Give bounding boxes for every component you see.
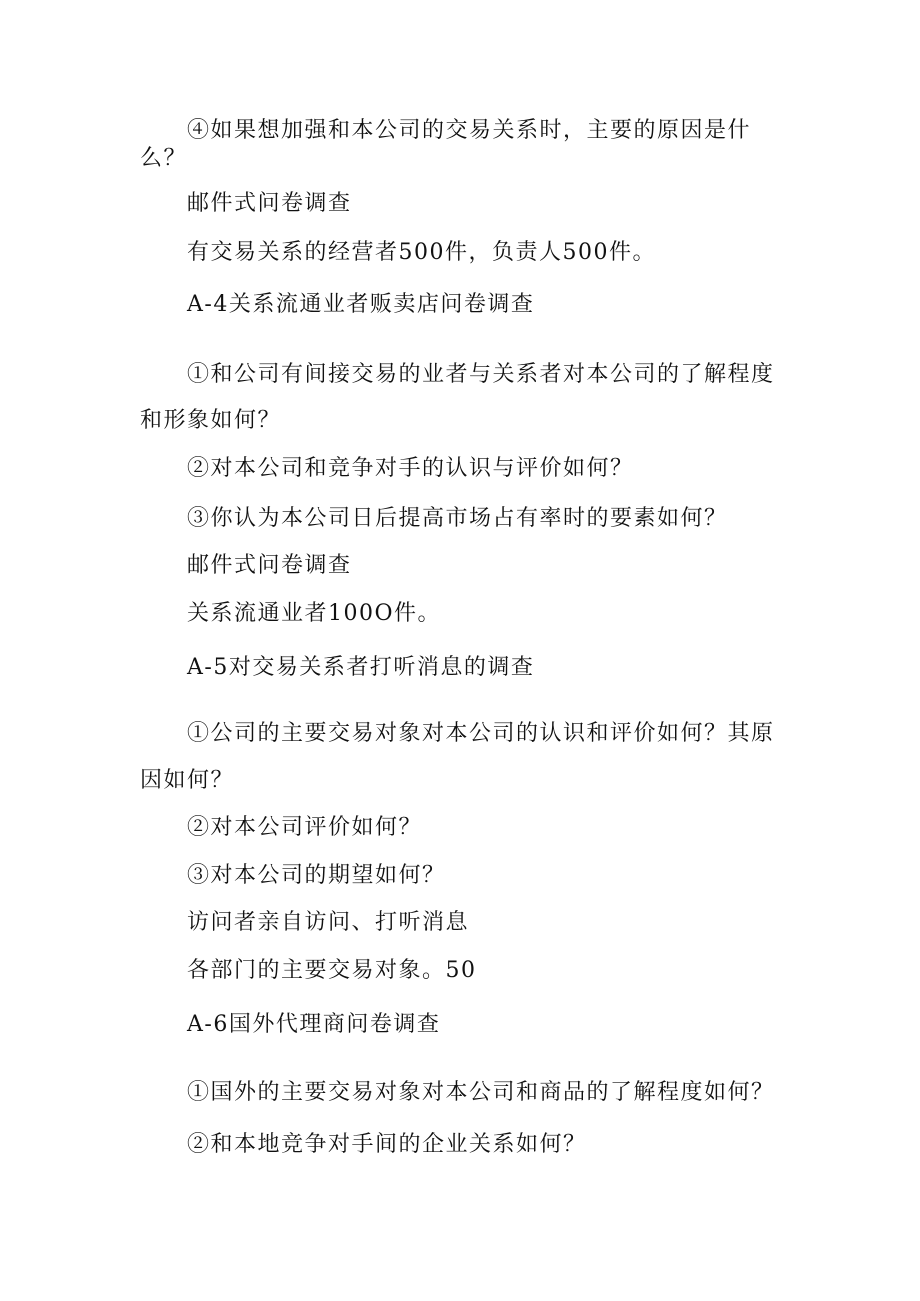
sample-size-2: 关系流通业者100O件。 — [187, 601, 442, 626]
question-4-line-1: ④如果想加强和本公司的交易关系时，主要的原因是什 — [187, 118, 752, 143]
question-4-line-2: 么？ — [140, 146, 188, 171]
section-heading-a6: A-6国外代理商问卷调查 — [187, 1012, 441, 1037]
method-mail-survey-1: 邮件式问卷调查 — [187, 191, 352, 216]
sample-size-1: 有交易关系的经营者500件，负责人500件。 — [187, 240, 656, 265]
method-visit-interview: 访问者亲自访问、打听消息 — [187, 910, 470, 935]
a6-question-1: ①国外的主要交易对象对本公司和商品的了解程度如何？ — [187, 1080, 775, 1105]
sample-size-3: 各部门的主要交易对象。50 — [187, 958, 477, 983]
a4-question-1-line-1: ①和公司有间接交易的业者与关系者对本公司的了解程度 — [187, 362, 775, 387]
a5-question-2: ②对本公司评价如何？ — [187, 815, 423, 840]
method-mail-survey-2: 邮件式问卷调查 — [187, 553, 352, 578]
a4-question-1-line-2: 和形象如何？ — [140, 408, 282, 433]
section-heading-a5: A-5对交易关系者打听消息的调查 — [187, 655, 535, 680]
a4-question-3: ③你认为本公司日后提高市场占有率时的要素如何？ — [187, 506, 728, 531]
a5-question-1-line-1: ①公司的主要交易对象对本公司的认识和评价如何？其原 — [187, 721, 775, 746]
section-heading-a4: A-4关系流通业者贩卖店问卷调查 — [187, 292, 535, 317]
a6-question-2: ②和本地竞争对手间的企业关系如何？ — [187, 1132, 587, 1157]
a5-question-3: ③对本公司的期望如何？ — [187, 863, 446, 888]
a4-question-2: ②对本公司和竞争对手的认识与评价如何？ — [187, 456, 634, 481]
a5-question-1-line-2: 因如何？ — [140, 768, 235, 793]
